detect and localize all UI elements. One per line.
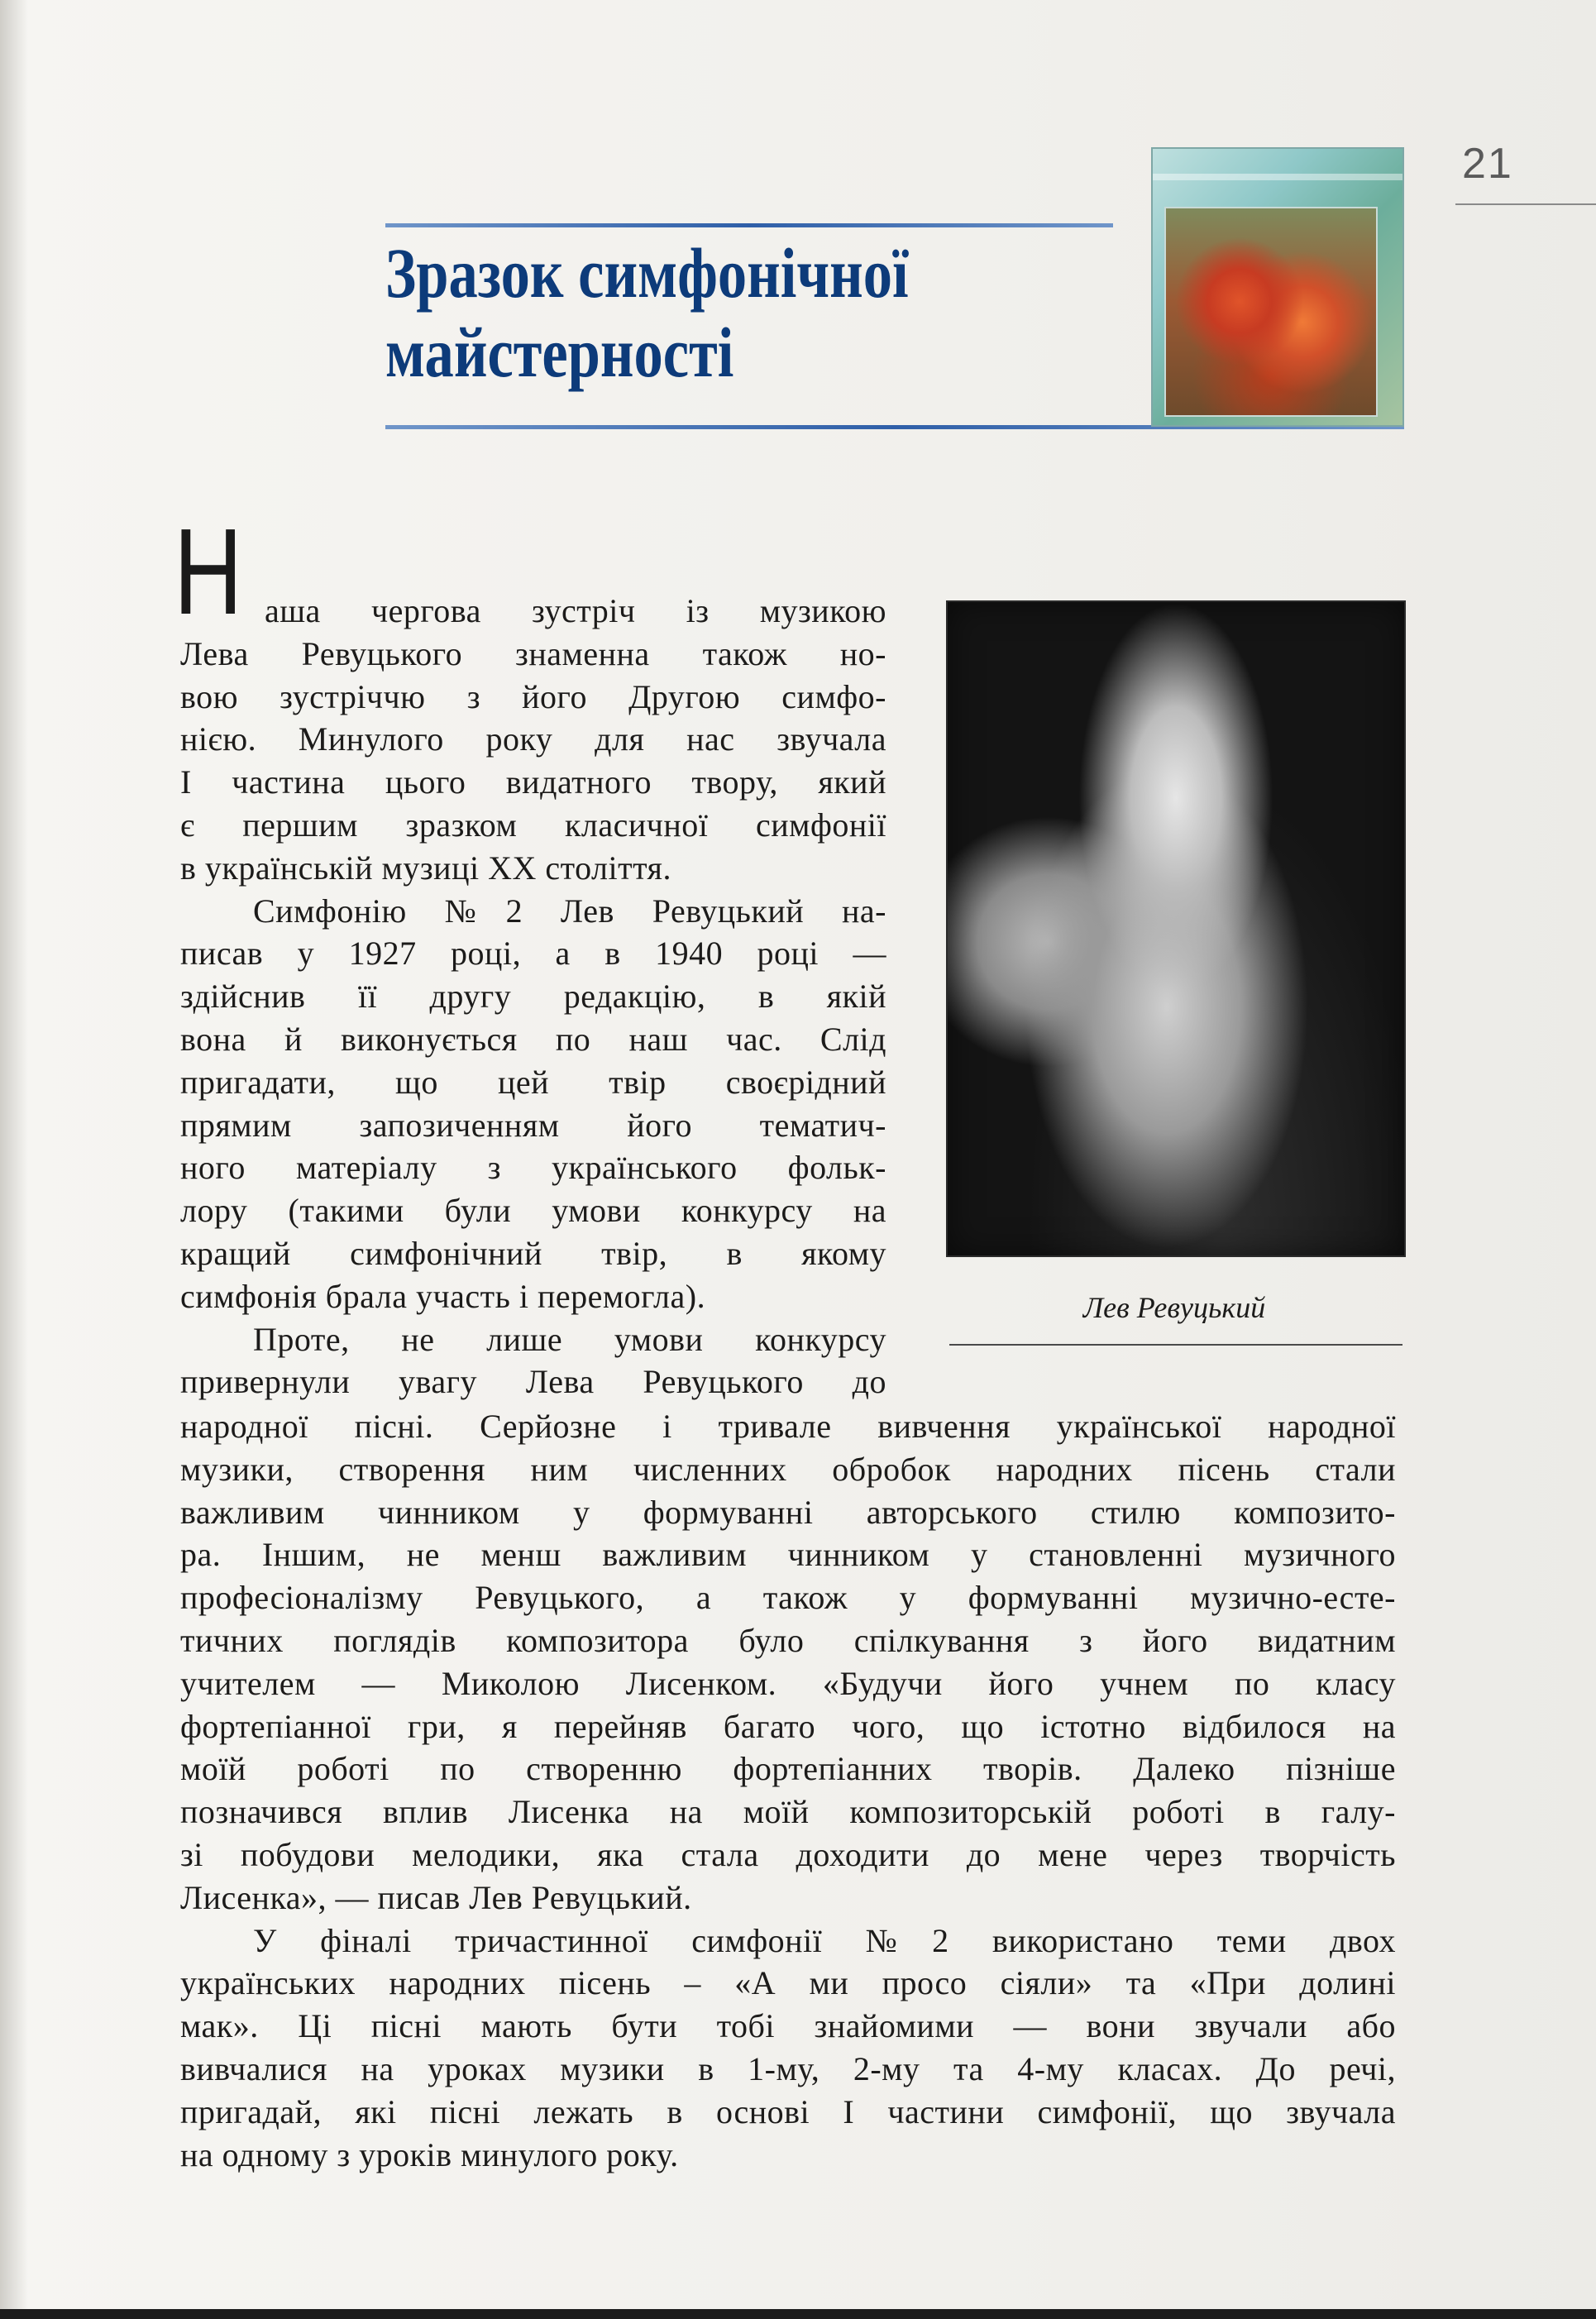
text-line: тичних поглядів композитора було спілкування з його видатним bbox=[180, 1621, 1396, 1659]
text-line: важливим чинником у формуванні авторського стилю композито- bbox=[180, 1493, 1396, 1531]
page-title-line-2: майстерності bbox=[385, 313, 734, 392]
text-line: привернули увагу Лева Ревуцького до bbox=[180, 1363, 886, 1401]
page-number-rule bbox=[1455, 203, 1596, 205]
text-line: писав у 1927 році, а в 1940 році — bbox=[180, 935, 886, 973]
text-line: учителем — Миколою Лисенком. «Будучи його учнем по класу bbox=[180, 1664, 1396, 1702]
page-number: 21 bbox=[1462, 140, 1513, 188]
text-line: І частина цього видатного твору, який bbox=[180, 763, 886, 801]
image-stripe bbox=[1153, 174, 1402, 180]
text-line: аша чергова зустріч із музикою bbox=[265, 592, 886, 629]
portrait-caption: Лев Ревуцький bbox=[1082, 1291, 1266, 1324]
text-line: Симфонію №2 Лев Ревуцький на- bbox=[253, 892, 886, 930]
text-line: прямим запозиченням його тематич- bbox=[180, 1106, 886, 1144]
text-line: зі побудови мелодики, яка стала доходити до мене через творчість bbox=[180, 1835, 1396, 1873]
page-title-line-1: Зразок симфонічної bbox=[385, 233, 909, 313]
text-line: пригадати, що цей твір своєрідний bbox=[180, 1063, 886, 1101]
text-line: Лева Ревуцького знаменна також но- bbox=[180, 634, 886, 672]
flower-photo bbox=[1164, 207, 1378, 417]
page-title bbox=[385, 233, 982, 392]
text-line: на одному з уроків минулого року. bbox=[180, 2135, 679, 2173]
text-line: кращий симфонічний твір, в якому bbox=[180, 1234, 886, 1272]
bottom-edge bbox=[0, 2309, 1596, 2319]
text-line: вою зустріччю з його Другою симфо- bbox=[180, 677, 886, 715]
text-line: позначився вплив Лисенка на моїй композиторській роботі в галу- bbox=[180, 1793, 1396, 1831]
text-line: здійснив її другу редакцію, в якій bbox=[180, 978, 886, 1016]
text-line: симфонія брала участь і перемогла). bbox=[180, 1277, 706, 1315]
text-line: фортепіанної гри, я перейняв багато чого, що істотно відбилося на bbox=[180, 1707, 1396, 1745]
text-line: лору (такими були умови конкурсу на bbox=[180, 1192, 886, 1230]
intro-text bbox=[180, 590, 886, 1403]
text-line: У фіналі тричастинної симфонії №2 використано теми двох bbox=[253, 1921, 1396, 1959]
body-text bbox=[180, 1405, 1396, 2176]
caption-rule bbox=[949, 1344, 1402, 1346]
text-line: професіоналізму Ревуцького, а також у формуванні музично-есте- bbox=[180, 1579, 1396, 1617]
text-line: пригадай, які пісні лежать в основі І частини симфонії, що звучала bbox=[180, 2092, 1396, 2130]
text-line: народної пісні. Серйозне і тривале вивчення української народної bbox=[180, 1408, 1396, 1445]
text-line: моїй роботі по створенню фортепіанних творів. Далеко пізніше bbox=[180, 1750, 1396, 1788]
text-line: вивчалися на уроках музики в 1-му, 2-му та 4-му класах. До речі, bbox=[180, 2049, 1396, 2087]
page-gutter-shadow bbox=[0, 0, 28, 2319]
text-line: ного матеріалу з українського фольк- bbox=[180, 1149, 886, 1187]
title-rule-top bbox=[385, 223, 1113, 227]
text-line: українських народних пісень – «А ми просо сіяли» та «При долині bbox=[180, 1964, 1396, 2002]
decorative-flower-image bbox=[1151, 147, 1404, 427]
text-line: Проте, не лише умови конкурсу bbox=[253, 1320, 886, 1358]
text-line: музики, створення ним численних обробок народних пісень стали bbox=[180, 1450, 1396, 1488]
text-line: вона й виконується по наш час. Слід bbox=[180, 1020, 886, 1058]
portrait-photo bbox=[946, 600, 1406, 1257]
text-line: в українській музиці XX століття. bbox=[180, 849, 671, 887]
text-line: є першим зразком класичної симфонії bbox=[180, 806, 886, 844]
text-line: Лисенка», — писав Лев Ревуцький. bbox=[180, 1878, 692, 1916]
drop-cap: Н bbox=[174, 504, 243, 640]
text-line: мак». Ці пісні мають бути тобі знайомими — вони звучали або bbox=[180, 2007, 1396, 2045]
text-line: ра. Іншим, не менш важливим чинником у становленні музичного bbox=[180, 1536, 1396, 1574]
text-line: нією. Минулого року для нас звучала bbox=[180, 720, 886, 758]
